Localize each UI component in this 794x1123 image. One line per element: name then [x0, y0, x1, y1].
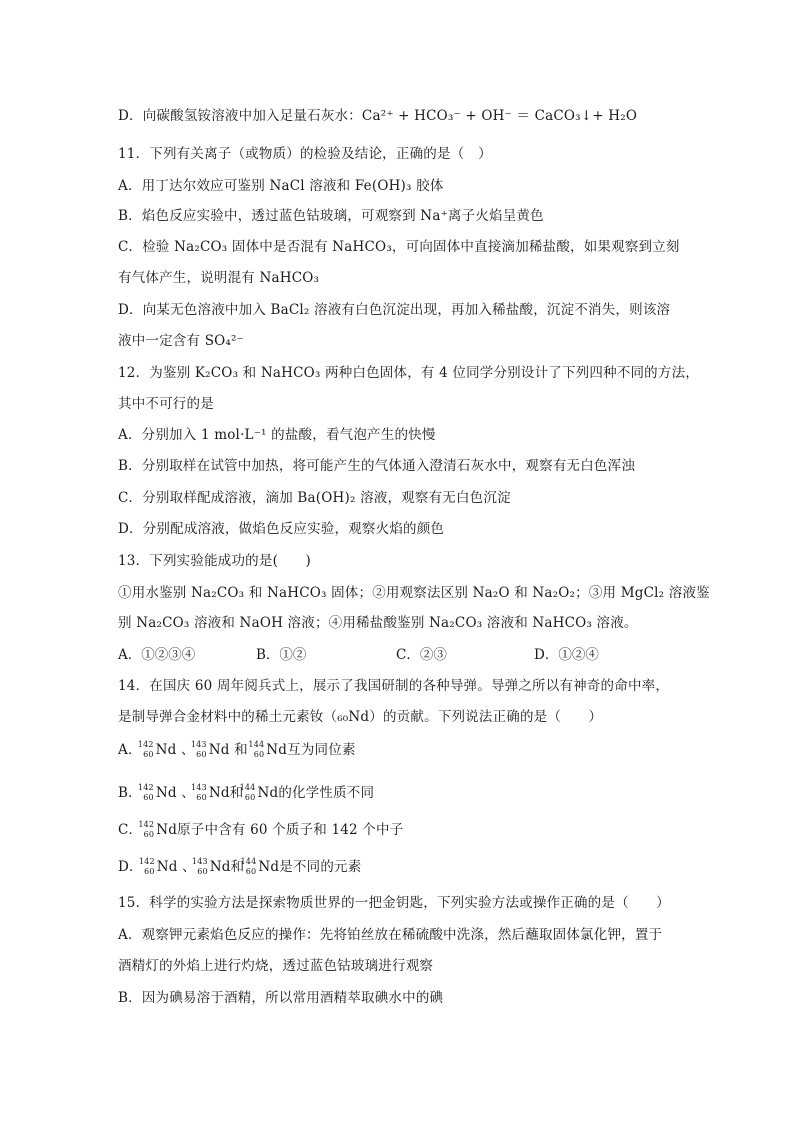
q14-option-d: D． 142 60 Nd 、 143 60 Nd和 144 60 Nd是不同的元素	[118, 857, 362, 876]
q11-option-d-line1: D．向某无色溶液中加入 BaCl₂ 溶液有白色沉淀出现，再加入稀盐酸，沉淀不消失，则该溶	[118, 302, 671, 318]
nuclide-142: 142 60	[137, 740, 154, 759]
q11-option-d-line2: 液中一定含有 SO₄²⁻	[118, 333, 244, 349]
q15-option-b: B．因为碘易溶于酒精，所以常用酒精萃取碘水中的碘	[118, 990, 444, 1006]
q11-stem: 11．下列有关离子（或物质）的检验及结论，正确的是（ ）	[118, 146, 492, 162]
q11-option-c-line2: 有气体产生，说明混有 NaHCO₃	[118, 270, 320, 286]
q12-stem-line2: 其中不可行的是	[118, 396, 214, 412]
nuclide-142: 142 60	[138, 820, 155, 839]
nuclide-143: 143 60	[191, 783, 207, 802]
q12-option-a: A．分别加入 1 mol·L⁻¹ 的盐酸，看气泡产生的快慢	[118, 427, 436, 443]
nuclide-143: 143 60	[191, 857, 208, 876]
q14-option-c-label: C．	[118, 822, 143, 838]
q11-option-b: B．焰色反应实验中，透过蓝色钴玻璃，可观察到 Na⁺离子火焰呈黄色	[118, 208, 544, 224]
nuclide-144: 144 60	[239, 783, 256, 802]
nuclide-144: 144 60	[248, 740, 265, 759]
nuclide-142: 142 60	[138, 857, 155, 876]
nuclide-142: 142 60	[137, 783, 154, 802]
q14-option-a-label: A．	[118, 742, 142, 758]
q14-stem-line1: 14．在国庆 60 周年阅兵式上，展示了我国研制的各种导弹。导弹之所以有神奇的命中率，	[118, 678, 670, 694]
q14-option-c: C． 142 60 Nd原子中含有 60 个质子和 142 个中子	[118, 820, 404, 839]
q13-statement-line2: 别 Na₂CO₃ 溶液和 NaOH 溶液；④用稀盐酸鉴别 Na₂CO₃ 溶液和 NaHCO₃ 溶液。	[118, 615, 638, 631]
q12-option-c: C．分别取样配成溶液，滴加 Ba(OH)₂ 溶液，观察有无白色沉淀	[118, 490, 511, 506]
q13-option-d: D．①②④	[534, 647, 599, 663]
nuclide-143: 143 60	[190, 740, 207, 759]
q15-option-a-line2: 酒精灯的外焰上进行灼烧，透过蓝色钴玻璃进行观察	[118, 958, 434, 974]
q15-stem: 15．科学的实验方法是探索物质世界的一把金钥匙，下列实验方法或操作正确的是（ ）	[118, 895, 670, 911]
q12-option-b: B．分别取样在试管中加热，将可能产生的气体通入澄清石灰水中，观察有无白色浑浊	[118, 458, 636, 474]
q11-option-a: A．用丁达尔效应可鉴别 NaCl 溶液和 Fe(OH)₃ 胶体	[118, 178, 444, 194]
q12-stem-line1: 12．为鉴别 K₂CO₃ 和 NaHCO₃ 两种白色固体，有 4 位同学分别设计了下列四种不同的方法，	[118, 365, 699, 381]
q15-option-a-line1: A．观察钾元素焰色反应的操作：先将铂丝放在稀硫酸中洗涤，然后蘸取固体氯化钾，置于	[118, 927, 663, 943]
q14-option-b: B． 142 60 Nd 、 143 60 Nd和 144 60 Nd的化学性质不同	[118, 783, 375, 802]
q14-stem-line2: 是制导弹合金材料中的稀土元素钕（₆₀Nd）的贡献。下列说法正确的是（ ）	[118, 709, 603, 725]
q13-option-b: B．①②	[256, 647, 307, 663]
q13-option-a: A．①②③④	[118, 647, 196, 663]
q13-statement-line1: ①用水鉴别 Na₂CO₃ 和 NaHCO₃ 固体；②用观察法区别 Na₂O 和 Na₂O₂；③用 MgCl₂ 溶液鉴	[118, 585, 710, 601]
q13-option-c: C．②③	[396, 647, 447, 663]
q14-option-d-label: D．	[118, 859, 143, 875]
q10-option-d: D．向碳酸氢铵溶液中加入足量石灰水：Ca²⁺ + HCO₃⁻ + OH⁻ ＝ CaCO₃↓+ H₂O	[118, 108, 638, 124]
q14-option-b-label: B．	[118, 785, 142, 801]
nuclide-144: 144 60	[240, 857, 257, 876]
q14-option-a: A． 142 60 Nd 、 143 60 Nd 和 144 60 Nd互为同位素	[118, 740, 356, 759]
q12-option-d: D．分别配成溶液，做焰色反应实验，观察火焰的颜色	[118, 521, 445, 537]
q11-option-c-line1: C．检验 Na₂CO₃ 固体中是否混有 NaHCO₃，可向固体中直接滴加稀盐酸，如果观察到立刻	[118, 239, 680, 255]
q13-stem: 13．下列实验能成功的是( )	[118, 553, 311, 569]
